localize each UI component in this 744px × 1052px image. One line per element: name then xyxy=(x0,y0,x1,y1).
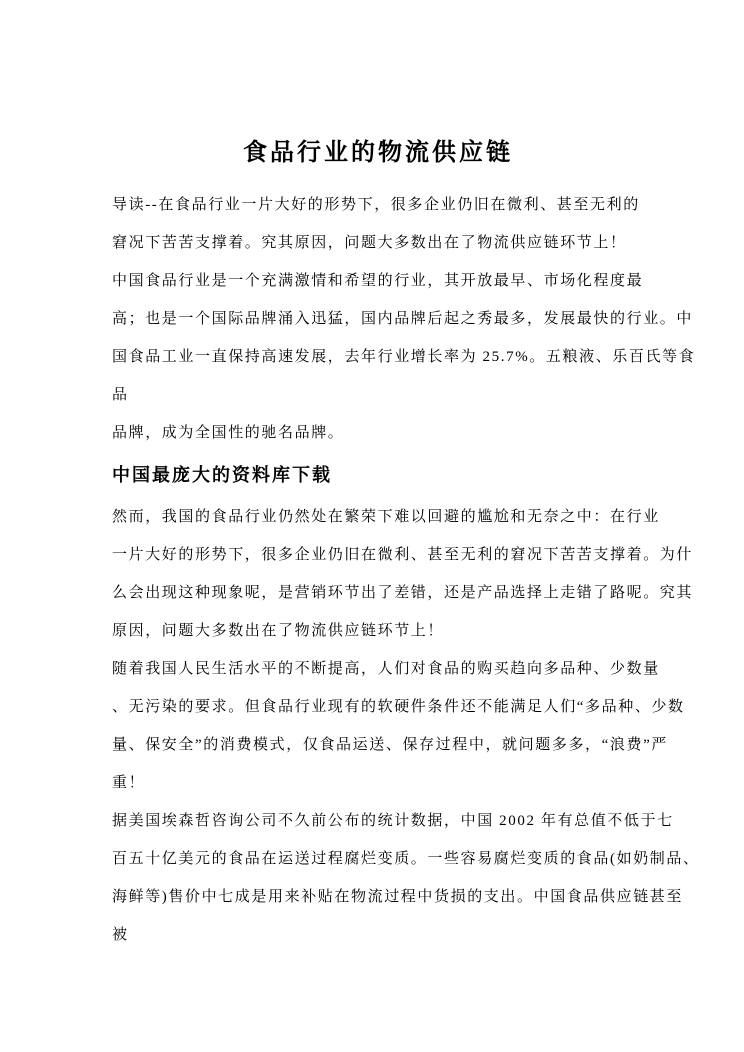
text-line: 重！ xyxy=(112,775,146,791)
paragraph xyxy=(112,802,700,954)
paragraph xyxy=(112,498,694,650)
text-line: 被 xyxy=(112,927,129,943)
text-line: 百五十亿美元的食品在运送过程腐烂变质。一些容易腐烂变质的食品(如奶制品、 xyxy=(112,851,700,867)
document-title: 食品行业的物流供应链 xyxy=(243,140,513,166)
paragraph xyxy=(112,650,685,802)
text-line: 么会出现这种现象呢，是营销环节出了差错，还是产品选择上走错了路呢。究其 xyxy=(112,585,694,601)
section-heading: 中国最庞大的资料库下载 xyxy=(112,465,332,485)
text-line: 一片大好的形势下，很多企业仍旧在微利、甚至无利的窘况下苦苦支撑着。为什 xyxy=(112,547,694,563)
text-line: 随着我国人民生活水平的不断提高，人们对食品的购买趋向多品种、少数量 xyxy=(112,661,660,677)
paragraph xyxy=(112,262,696,452)
text-line: 据美国埃森哲咨询公司不久前公布的统计数据，中国 2002 年有总值不低于七 xyxy=(112,813,674,829)
text-line: 中国食品行业是一个充满激情和希望的行业，其开放最早、市场化程度最 xyxy=(112,273,644,289)
text-line: 品 xyxy=(112,387,129,403)
document-body xyxy=(112,186,700,954)
text-line: 窘况下苦苦支撑着。究其原因，问题大多数出在了物流供应链环节上！ xyxy=(112,235,627,251)
text-line: 国食品工业一直保持高速发展，去年行业增长率为 25.7%。五粮液、乐百氏等食 xyxy=(112,349,696,365)
text-line: 导读--在食品行业一片大好的形势下，很多企业仍旧在微利、甚至无利的 xyxy=(112,197,640,213)
paragraph xyxy=(112,186,644,262)
text-line: 海鲜等)售价中七成是用来补贴在物流过程中货损的支出。中国食品供应链甚至 xyxy=(112,889,683,905)
text-line: 高；也是一个国际品牌涌入迅猛，国内品牌后起之秀最多，发展最快的行业。中 xyxy=(112,311,694,327)
text-line: 品牌，成为全国性的驰名品牌。 xyxy=(112,425,345,441)
text-line: 原因，问题大多数出在了物流供应链环节上！ xyxy=(112,623,445,639)
text-line: 、无污染的要求。但食品行业现有的软硬件条件还不能满足人们“多品种、少数 xyxy=(112,699,685,715)
text-line: 量、保安全”的消费模式，仅食品运送、保存过程中，就问题多多，“浪费”严 xyxy=(112,737,668,753)
text-line: 然而，我国的食品行业仍然处在繁荣下难以回避的尴尬和无奈之中：在行业 xyxy=(112,509,660,525)
